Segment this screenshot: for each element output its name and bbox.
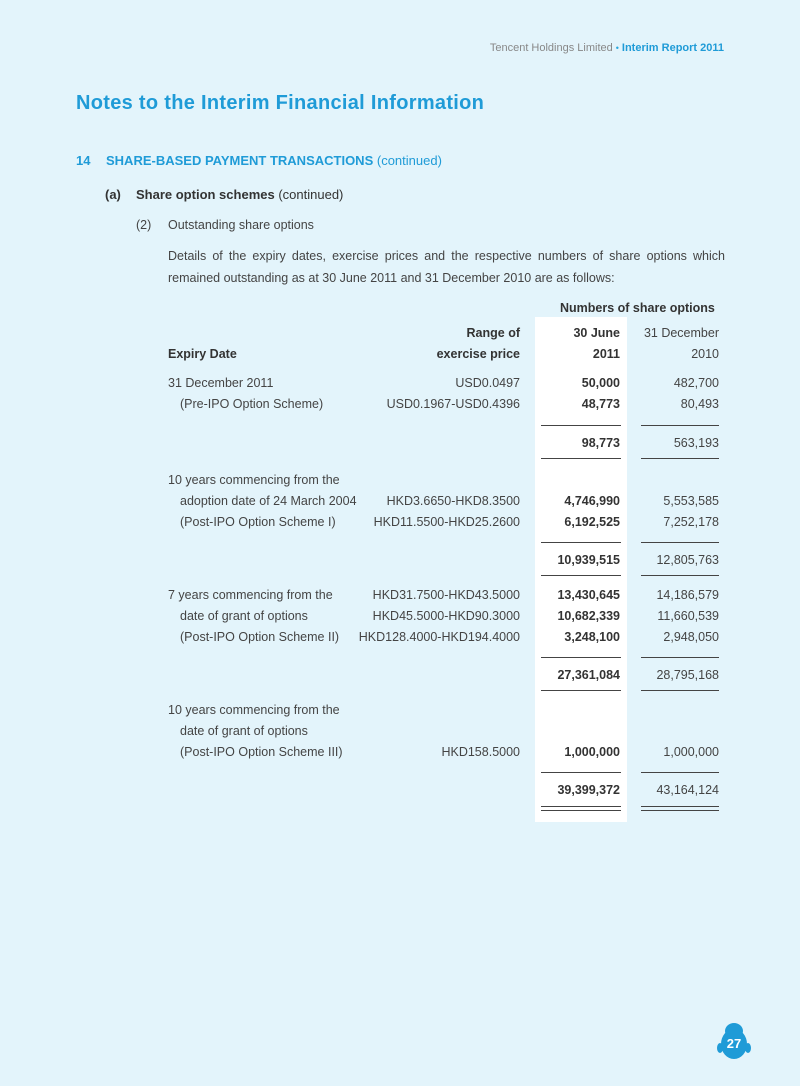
row-value-2011: 1,000,000 [564,745,620,759]
row-value-2011: 13,430,645 [557,588,620,602]
subtotal-2011: 10,939,515 [557,553,620,567]
row-expiry: 31 December 2011 [168,376,274,390]
row-value-2011: 48,773 [581,397,620,411]
grand-total-2010: 43,164,124 [656,783,719,797]
item-number: (2) [136,218,152,232]
rule [641,425,719,426]
rule [541,772,621,773]
col-header-range-2: exercise price [436,347,520,361]
col-header-2010-1: 31 December [643,326,719,340]
subtotal-2011: 27,361,084 [557,668,620,682]
row-value-2011: 50,000 [581,376,620,390]
subsection-suffix: (continued) [278,187,344,202]
row-value-2011: 10,682,339 [557,609,620,623]
row-exercise-price: USD0.0497 [455,376,520,390]
row-value-2011: 6,192,525 [564,515,620,529]
subsection-heading [105,187,343,202]
col-header-2010-2: 2010 [691,347,719,361]
row-exercise-price: HKD45.5000-HKD90.3000 [372,609,520,623]
row-expiry: (Post-IPO Option Scheme III) [180,745,343,759]
intro-paragraph: Details of the expiry dates, exercise prices and the respective numbers of share options which remained outstanding as at 30 June 2011 and 31 December 2010 are as follows: [168,249,725,285]
row-exercise-price: HKD3.6650-HKD8.3500 [386,494,520,508]
row-exercise-price: HKD158.5000 [441,745,520,759]
col-header-2011-1: 30 June [573,326,620,340]
rule [541,425,621,426]
section-heading [76,153,442,168]
row-value-2010: 7,252,178 [663,515,719,529]
header-separator: • [615,43,619,53]
header-company: Tencent Holdings Limited [489,42,613,54]
subtotal-2010: 12,805,763 [656,553,719,567]
double-rule [641,806,719,807]
row-expiry: date of grant of options [180,724,308,738]
rule [541,690,621,691]
col-header-expiry: Expiry Date [168,347,237,361]
double-rule [641,810,719,811]
section-number: 14 [76,153,91,168]
rule [541,575,621,576]
item-heading [136,218,314,232]
item-title: Outstanding share options [168,218,314,232]
row-expiry: adoption date of 24 March 2004 [180,494,357,508]
subtotal-2011: 98,773 [581,436,620,450]
rule [641,657,719,658]
row-expiry: (Post-IPO Option Scheme II) [180,630,340,644]
row-expiry: (Post-IPO Option Scheme I) [180,515,336,529]
page-number: 27 [726,1036,742,1051]
row-value-2010: 1,000,000 [663,745,719,759]
row-value-2010: 80,493 [680,397,719,411]
row-value-2010: 5,553,585 [663,494,719,508]
subsection-label: (a) [105,187,121,202]
rule [541,542,621,543]
row-value-2010: 2,948,050 [663,630,719,644]
row-value-2011: 4,746,990 [564,494,620,508]
col-header-2011-2: 2011 [592,347,620,361]
row-exercise-price: HKD128.4000-HKD194.4000 [358,630,520,644]
rule [641,690,719,691]
section-suffix: (continued) [376,153,442,168]
header-report: Interim Report 2011 [621,42,724,54]
row-value-2010: 14,186,579 [656,588,719,602]
row-expiry: 7 years commencing from the [168,588,333,602]
row-value-2010: 482,700 [673,376,719,390]
grand-total-2011: 39,399,372 [557,783,620,797]
rule [641,772,719,773]
double-rule [541,810,621,811]
rule [541,657,621,658]
row-expiry: date of grant of options [180,609,308,623]
row-value-2011: 3,248,100 [564,630,620,644]
section-title: SHARE-BASED PAYMENT TRANSACTIONS [106,153,374,168]
row-expiry: 10 years commencing from the [168,473,340,487]
page-title: Notes to the Interim Financial Information [76,92,485,114]
row-exercise-price: HKD31.7500-HKD43.5000 [372,588,520,602]
rule [641,458,719,459]
double-rule [541,806,621,807]
row-expiry: 10 years commencing from the [168,703,340,717]
subtotal-2010: 563,193 [673,436,719,450]
group-header: Numbers of share options [560,301,715,315]
row-exercise-price: HKD11.5500-HKD25.2600 [373,515,520,529]
row-exercise-price: USD0.1967-USD0.4396 [386,397,520,411]
col-header-range-1: Range of [466,326,520,340]
rule [641,575,719,576]
running-header [490,42,724,54]
rule [541,458,621,459]
row-expiry: (Pre-IPO Option Scheme) [180,397,324,411]
subtotal-2010: 28,795,168 [656,668,719,682]
rule [641,542,719,543]
row-value-2010: 11,660,539 [657,609,719,623]
subsection-title: Share option schemes [136,187,275,202]
